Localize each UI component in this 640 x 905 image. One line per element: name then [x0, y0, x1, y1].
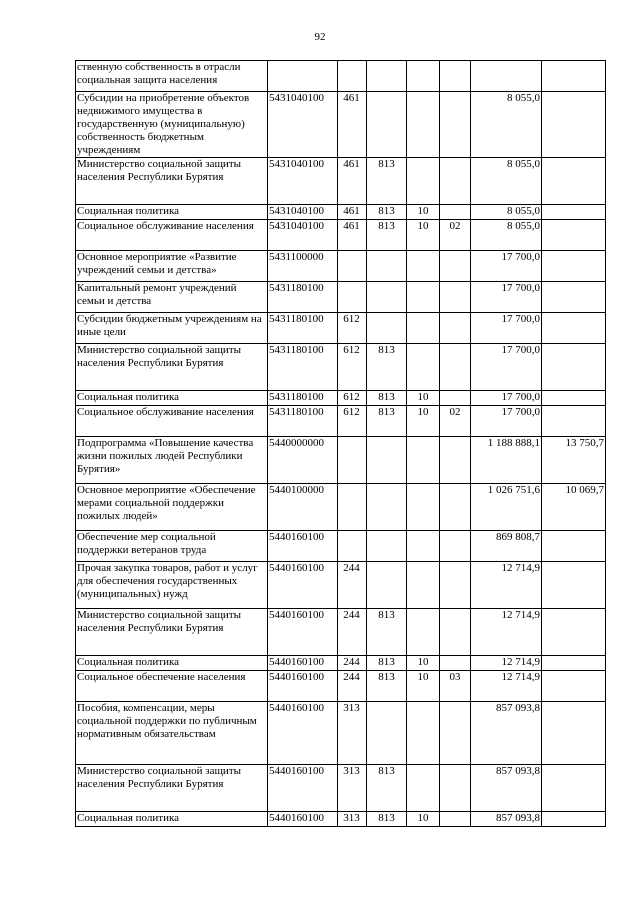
row-federal-amount-cell — [542, 92, 606, 158]
table-row — [76, 562, 606, 609]
row-federal-amount-cell — [542, 656, 606, 671]
table-row — [76, 656, 606, 671]
row-ministry-code-cell: 813 — [367, 656, 407, 671]
row-section-cell — [407, 484, 440, 531]
row-amount-cell: 17 700,0 — [471, 282, 542, 313]
row-target-article-cell: 5431180100 — [268, 313, 338, 344]
row-ministry-code-cell — [367, 531, 407, 562]
row-subsection-cell — [440, 344, 471, 391]
row-expense-type-cell: 612 — [338, 406, 367, 437]
row-expense-type-cell: 612 — [338, 313, 367, 344]
row-section-cell: 10 — [407, 406, 440, 437]
row-name-cell: Социальная политика — [76, 391, 268, 406]
row-section-cell — [407, 158, 440, 205]
row-subsection-cell — [440, 656, 471, 671]
row-name-cell: Социальное обслуживание населения — [76, 220, 268, 251]
row-section-cell — [407, 702, 440, 765]
row-subsection-cell — [440, 313, 471, 344]
row-ministry-code-cell — [367, 437, 407, 484]
table-row — [76, 702, 606, 765]
row-expense-type-cell: 313 — [338, 812, 367, 827]
row-name-cell: Социальная политика — [76, 205, 268, 220]
row-expense-type-cell: 244 — [338, 671, 367, 702]
row-expense-type-cell: 612 — [338, 391, 367, 406]
row-subsection-cell — [440, 205, 471, 220]
row-section-cell — [407, 251, 440, 282]
row-section-cell: 10 — [407, 656, 440, 671]
row-section-cell: 10 — [407, 205, 440, 220]
table-row — [76, 406, 606, 437]
row-amount-cell: 17 700,0 — [471, 391, 542, 406]
row-name-cell: Капитальный ремонт учреждений семьи и детства — [76, 282, 268, 313]
row-amount-cell: 1 026 751,6 — [471, 484, 542, 531]
row-amount-cell: 869 808,7 — [471, 531, 542, 562]
row-subsection-cell — [440, 484, 471, 531]
row-target-article-cell: 5431040100 — [268, 205, 338, 220]
row-section-cell — [407, 61, 440, 92]
row-name-cell: Субсидии бюджетным учреждениям на иные цели — [76, 313, 268, 344]
row-ministry-code-cell: 813 — [367, 391, 407, 406]
row-expense-type-cell: 244 — [338, 609, 367, 656]
table-row — [76, 484, 606, 531]
row-name-cell: Основное мероприятие «Обеспечение мерами социальной поддержки пожилых людей» — [76, 484, 268, 531]
row-subsection-cell — [440, 251, 471, 282]
row-expense-type-cell: 461 — [338, 220, 367, 251]
row-section-cell — [407, 344, 440, 391]
row-section-cell — [407, 282, 440, 313]
row-section-cell — [407, 313, 440, 344]
row-federal-amount-cell — [542, 765, 606, 812]
row-subsection-cell — [440, 562, 471, 609]
row-subsection-cell — [440, 702, 471, 765]
row-ministry-code-cell — [367, 562, 407, 609]
row-amount-cell: 8 055,0 — [471, 205, 542, 220]
row-federal-amount-cell — [542, 562, 606, 609]
row-expense-type-cell: 461 — [338, 205, 367, 220]
row-target-article-cell: 5440000000 — [268, 437, 338, 484]
row-federal-amount-cell: 13 750,7 — [542, 437, 606, 484]
row-federal-amount-cell — [542, 812, 606, 827]
row-amount-cell: 857 093,8 — [471, 812, 542, 827]
table-row — [76, 391, 606, 406]
row-target-article-cell: 5440160100 — [268, 609, 338, 656]
row-expense-type-cell — [338, 531, 367, 562]
row-federal-amount-cell: 10 069,7 — [542, 484, 606, 531]
row-section-cell — [407, 609, 440, 656]
row-name-cell: Министерство социальной защиты населения Республики Бурятия — [76, 158, 268, 205]
row-ministry-code-cell: 813 — [367, 406, 407, 437]
row-target-article-cell: 5440160100 — [268, 656, 338, 671]
row-ministry-code-cell: 813 — [367, 220, 407, 251]
row-target-article-cell: 5440100000 — [268, 484, 338, 531]
row-federal-amount-cell — [542, 282, 606, 313]
row-subsection-cell: 02 — [440, 406, 471, 437]
table-row — [76, 61, 606, 92]
row-expense-type-cell — [338, 61, 367, 92]
row-section-cell — [407, 437, 440, 484]
row-subsection-cell — [440, 92, 471, 158]
table-row — [76, 220, 606, 251]
row-amount-cell: 17 700,0 — [471, 313, 542, 344]
row-target-article-cell: 5440160100 — [268, 702, 338, 765]
row-subsection-cell — [440, 61, 471, 92]
row-subsection-cell: 02 — [440, 220, 471, 251]
row-federal-amount-cell — [542, 251, 606, 282]
row-target-article-cell: 5431040100 — [268, 158, 338, 205]
row-expense-type-cell: 244 — [338, 562, 367, 609]
row-expense-type-cell: 612 — [338, 344, 367, 391]
row-amount-cell: 12 714,9 — [471, 562, 542, 609]
row-target-article-cell: 5431180100 — [268, 282, 338, 313]
row-federal-amount-cell — [542, 702, 606, 765]
row-name-cell: Субсидии на приобретение объектов недвижимого имущества в государственную (муниципальную) собственность бюджетным учреждениям — [76, 92, 268, 158]
row-amount-cell: 8 055,0 — [471, 92, 542, 158]
row-name-cell: ственную собственность в отрасли социальная защита населения — [76, 61, 268, 92]
table-row — [76, 282, 606, 313]
row-federal-amount-cell — [542, 205, 606, 220]
table-row — [76, 437, 606, 484]
row-amount-cell: 8 055,0 — [471, 220, 542, 251]
row-amount-cell: 17 700,0 — [471, 344, 542, 391]
table-row — [76, 671, 606, 702]
row-amount-cell: 12 714,9 — [471, 671, 542, 702]
row-section-cell — [407, 562, 440, 609]
row-ministry-code-cell: 813 — [367, 765, 407, 812]
row-federal-amount-cell — [542, 531, 606, 562]
row-federal-amount-cell — [542, 609, 606, 656]
row-ministry-code-cell: 813 — [367, 671, 407, 702]
row-subsection-cell — [440, 391, 471, 406]
row-section-cell: 10 — [407, 220, 440, 251]
budget-table-body — [76, 61, 606, 827]
table-row — [76, 313, 606, 344]
row-section-cell — [407, 92, 440, 158]
row-ministry-code-cell — [367, 484, 407, 531]
row-section-cell: 10 — [407, 671, 440, 702]
row-subsection-cell — [440, 158, 471, 205]
row-amount-cell: 8 055,0 — [471, 158, 542, 205]
row-section-cell: 10 — [407, 812, 440, 827]
row-name-cell: Министерство социальной защиты населения Республики Бурятия — [76, 765, 268, 812]
row-expense-type-cell: 313 — [338, 765, 367, 812]
row-target-article-cell: 5440160100 — [268, 562, 338, 609]
row-ministry-code-cell — [367, 92, 407, 158]
table-row — [76, 609, 606, 656]
row-expense-type-cell: 313 — [338, 702, 367, 765]
page-number: 92 — [314, 31, 326, 43]
row-ministry-code-cell — [367, 702, 407, 765]
row-subsection-cell: 03 — [440, 671, 471, 702]
row-name-cell: Подпрограмма «Повышение качества жизни пожилых людей Республики Бурятия» — [76, 437, 268, 484]
table-row — [76, 251, 606, 282]
row-federal-amount-cell — [542, 158, 606, 205]
row-expense-type-cell — [338, 484, 367, 531]
row-federal-amount-cell — [542, 61, 606, 92]
row-expense-type-cell: 461 — [338, 158, 367, 205]
table-row — [76, 205, 606, 220]
row-name-cell: Основное мероприятие «Развитие учреждений семьи и детства» — [76, 251, 268, 282]
row-federal-amount-cell — [542, 220, 606, 251]
row-section-cell — [407, 531, 440, 562]
row-federal-amount-cell — [542, 391, 606, 406]
row-expense-type-cell — [338, 437, 367, 484]
row-ministry-code-cell — [367, 251, 407, 282]
row-federal-amount-cell — [542, 313, 606, 344]
row-expense-type-cell — [338, 251, 367, 282]
row-federal-amount-cell — [542, 406, 606, 437]
table-row — [76, 92, 606, 158]
table-row — [76, 812, 606, 827]
row-ministry-code-cell: 813 — [367, 344, 407, 391]
row-expense-type-cell: 461 — [338, 92, 367, 158]
row-target-article-cell: 5440160100 — [268, 671, 338, 702]
row-target-article-cell: 5431180100 — [268, 344, 338, 391]
row-name-cell: Социальное обеспечение населения — [76, 671, 268, 702]
row-ministry-code-cell: 813 — [367, 609, 407, 656]
row-target-article-cell: 5431040100 — [268, 92, 338, 158]
row-subsection-cell — [440, 765, 471, 812]
row-name-cell: Прочая закупка товаров, работ и услуг для обеспечения государственных (муниципальных) нужд — [76, 562, 268, 609]
row-name-cell: Министерство социальной защиты населения Республики Бурятия — [76, 609, 268, 656]
row-amount-cell: 1 188 888,1 — [471, 437, 542, 484]
table-row — [76, 531, 606, 562]
row-target-article-cell: 5440160100 — [268, 531, 338, 562]
row-target-article-cell: 5431100000 — [268, 251, 338, 282]
budget-table — [75, 60, 606, 827]
row-section-cell — [407, 765, 440, 812]
row-name-cell: Социальная политика — [76, 656, 268, 671]
row-name-cell: Министерство социальной защиты населения Республики Бурятия — [76, 344, 268, 391]
table-row — [76, 158, 606, 205]
row-ministry-code-cell — [367, 282, 407, 313]
row-subsection-cell — [440, 282, 471, 313]
row-target-article-cell: 5440160100 — [268, 812, 338, 827]
row-ministry-code-cell: 813 — [367, 158, 407, 205]
row-section-cell: 10 — [407, 391, 440, 406]
row-amount-cell: 857 093,8 — [471, 765, 542, 812]
row-ministry-code-cell — [367, 61, 407, 92]
table-row — [76, 765, 606, 812]
row-expense-type-cell: 244 — [338, 656, 367, 671]
row-name-cell: Социальное обслуживание населения — [76, 406, 268, 437]
row-target-article-cell: 5440160100 — [268, 765, 338, 812]
table-row — [76, 344, 606, 391]
row-expense-type-cell — [338, 282, 367, 313]
row-ministry-code-cell: 813 — [367, 812, 407, 827]
row-ministry-code-cell — [367, 313, 407, 344]
row-subsection-cell — [440, 812, 471, 827]
row-name-cell: Обеспечение мер социальной поддержки ветеранов труда — [76, 531, 268, 562]
row-federal-amount-cell — [542, 344, 606, 391]
row-federal-amount-cell — [542, 671, 606, 702]
row-target-article-cell: 5431040100 — [268, 220, 338, 251]
row-amount-cell: 12 714,9 — [471, 656, 542, 671]
row-ministry-code-cell: 813 — [367, 205, 407, 220]
row-subsection-cell — [440, 609, 471, 656]
row-subsection-cell — [440, 437, 471, 484]
row-amount-cell: 17 700,0 — [471, 251, 542, 282]
row-target-article-cell — [268, 61, 338, 92]
row-amount-cell: 17 700,0 — [471, 406, 542, 437]
row-target-article-cell: 5431180100 — [268, 406, 338, 437]
row-name-cell: Пособия, компенсации, меры социальной поддержки по публичным нормативным обязательствам — [76, 702, 268, 765]
row-amount-cell — [471, 61, 542, 92]
row-amount-cell: 12 714,9 — [471, 609, 542, 656]
row-target-article-cell: 5431180100 — [268, 391, 338, 406]
row-amount-cell: 857 093,8 — [471, 702, 542, 765]
row-name-cell: Социальная политика — [76, 812, 268, 827]
row-subsection-cell — [440, 531, 471, 562]
